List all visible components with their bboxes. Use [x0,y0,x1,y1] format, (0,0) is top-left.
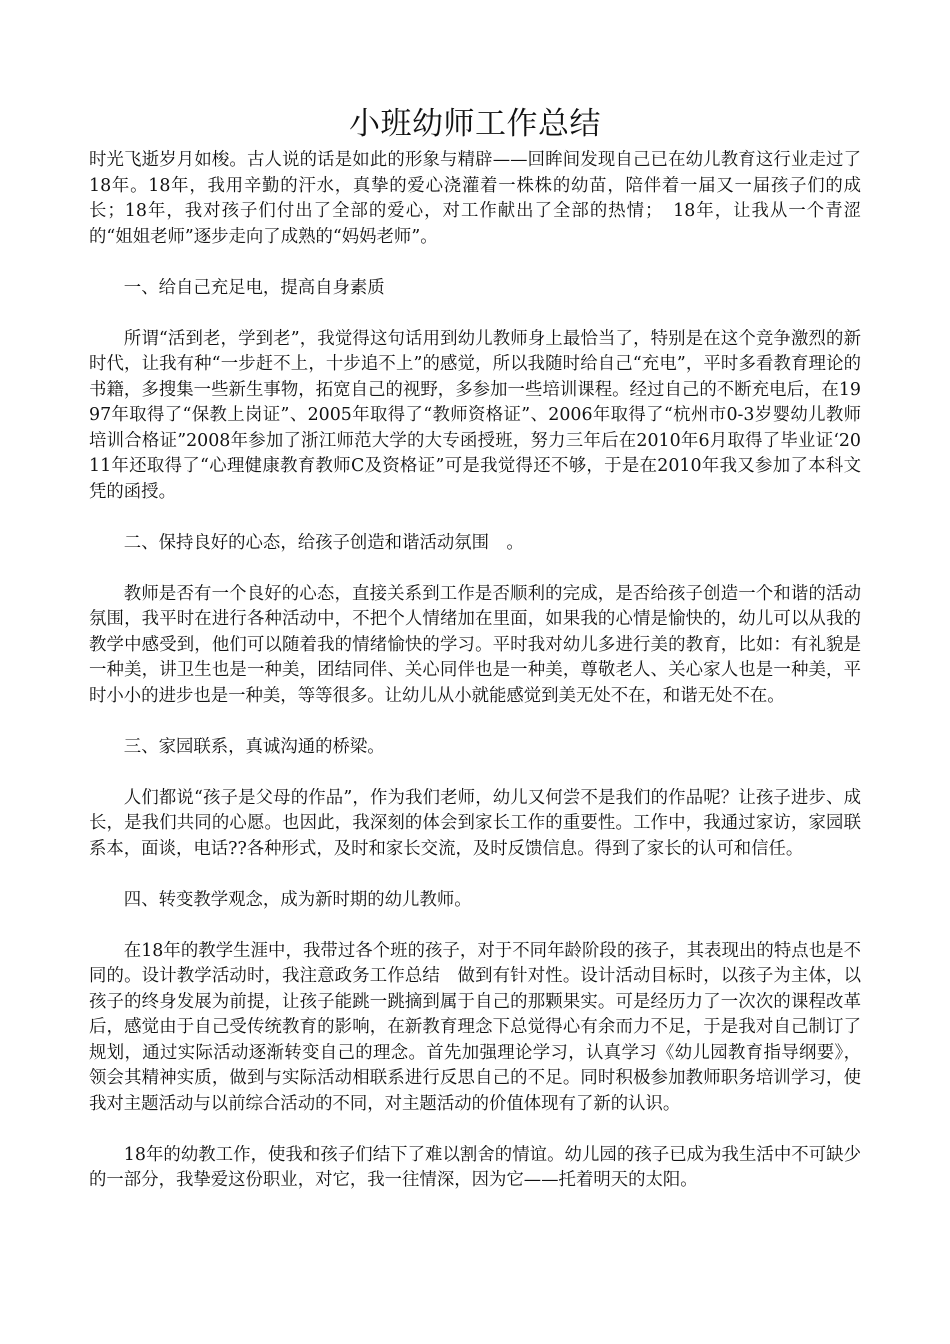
paragraph-spacer [89,1117,861,1143]
section-4-heading: 四、转变教学观念，成为新时期的幼儿教师。 [123,889,472,910]
conclusion-paragraph: 18年的幼教工作，使我和孩子们结下了难以割舍的情谊。幼儿园的孩子已成为我生活中不可缺少的一部分，我挚爱这份职业，对它，我一往情深，因为它——托着明天的太阳。 [89,1144,861,1190]
section-4-body: 在18年的教学生涯中，我带过各个班的孩子，对于不同年龄阶段的孩子，其表现出的特点也是不同的。设计教学活动时，我注意政务工作总结 做到有针对性。设计活动目标时，以孩子为主体，以孩子的终身发展为前提，让孩子能跳一跳摘到属于自己的那颗果实。可是经历力了一次次的课程改革后，感觉由于自己受传统教育的影响，在新教育理念下总觉得心有余而力不足，于是我对自己制订了规划，通过实际活动逐渐转变自己的理念。首先加强理论学习，认真学习《幼儿园教育指导纲要》，领会其精神实质，做到与实际活动相联系进行反思自己的不足。同时积极参加教师职务培训学习，使我对主题活动与以前综合活动的不同，对主题活动的价值体现有了新的认识。 [89,940,861,1114]
section-1-body: 所谓“活到老，学到老”，我觉得这句话用到幼儿教师身上最恰当了，特别是在这个竞争激烈的新时代，让我有种“一步赶不上，十步追不上”的感觉，所以我随时给自己“充电”，平时多看教育理论的书籍，多搜集一些新生事物，拓宽自己的视野，多参加一些培训课程。经过自己的不断充电后，在1997年取得了“保教上岗证”、2005年取得了“教师资格证”、2006年取得了“杭州市0-3岁婴幼儿教师培训合格证”2008年参加了浙江师范大学的大专函授班，努力三年后在2010年6月取得了毕业证‘2011年还取得了“心理健康教育教师C及资格证”可是我觉得还不够，于是在2010年我又参加了本科文凭的函授。 [89,328,861,502]
paragraph-spacer [89,250,861,276]
paragraph-spacer [89,862,861,888]
paragraph-spacer [89,556,861,582]
section-2-body: 教师是否有一个良好的心态，直接关系到工作是否顺利的完成，是否给孩子创造一个和谐的活动氛围，我平时在进行各种活动中，不把个人情绪加在里面，如果我的心情是愉快的，幼儿可以从我的教学中感受到，他们可以随着我的情绪愉快的学习。平时我对幼儿多进行美的教育，比如：有礼貌是一种美，讲卫生也是一种美，团结同伴、关心同伴也是一种美，尊敬老人、关心家人也是一种美，平时小小的进步也是一种美，等等很多。让幼儿从小就能感觉到美无处不在，和谐无处不在。 [89,583,861,706]
paragraph-spacer [89,709,861,735]
paragraph-spacer [89,913,861,939]
document-title: 小班幼师工作总结 [349,106,601,142]
section-2-heading: 二、保持良好的心态，给孩子创造和谐活动氛围 。 [123,532,524,553]
section-3-heading: 三、家园联系，真诚沟通的桥梁。 [123,736,385,757]
intro-paragraph: 时光飞逝岁月如梭。古人说的话是如此的形象与精辟——回眸间发现自己已在幼儿教育这行业走过了18年。18年，我用辛勤的汗水，真挚的爱心浇灌着一株株的幼苗，陪伴着一届又一届孩子们的成长；18年，我对孩子们付出了全部的爱心，对工作献出了全部的热情； 18年，让我从一个青涩的“姐姐老师”逐步走向了成熟的“妈妈老师”。 [89,150,861,247]
paragraph-spacer [89,760,861,786]
section-3-body: 人们都说“孩子是父母的作品”，作为我们老师，幼儿又何尝不是我们的作品呢？让孩子进步、成长，是我们共同的心愿。也因此，我深刻的体会到家长工作的重要性。工作中，我通过家访，家园联系本，面谈，电话??各种形式，及时和家长交流，及时反馈信息。得到了家长的认可和信任。 [89,787,861,859]
paragraph-spacer [89,301,861,327]
section-1-heading: 一、给自己充足电，提高自身素质 [123,277,385,298]
document-page [89,100,861,1194]
paragraph-spacer [89,505,861,531]
